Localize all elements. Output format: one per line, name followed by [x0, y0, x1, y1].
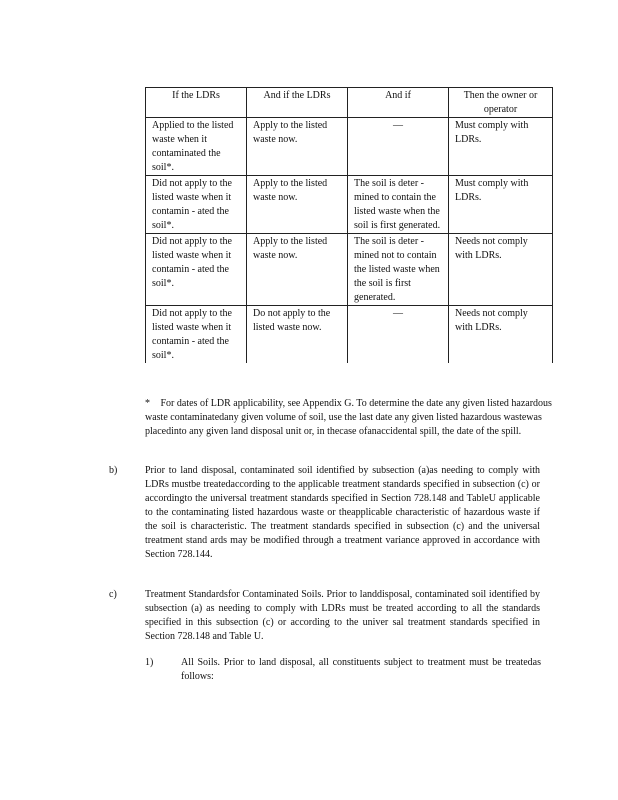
table-row — [146, 176, 553, 234]
table-cell: — — [348, 118, 449, 176]
table-cell: Did not apply to the listed waste when it contamin - ated the soil*. — [146, 176, 247, 234]
footnote-text: For dates of LDR applicability, see Appendix G. To determine the date any given listed hazardous waste contaminatedany given volume of soil, use the last date any given listed hazardous wastewas placedinto any given land disposal unit or, in thecase ofanaccidental spill, the date of the spill. — [145, 398, 552, 437]
table-cell: The soil is deter - mined to contain the listed waste when the soil is first generated. — [348, 176, 449, 234]
footnote-marker: * — [145, 398, 150, 409]
table-row — [146, 306, 553, 364]
table-header-row — [146, 88, 553, 118]
paragraph-c-label: c) — [109, 589, 117, 600]
table-cell: Apply to the listed waste now. — [247, 118, 348, 176]
table-cell: Did not apply to the listed waste when it contamin - ated the soil*. — [146, 306, 247, 364]
header-and-if-ldrs: And if the LDRs — [247, 88, 348, 118]
table-footnote — [145, 397, 555, 439]
ldr-applicability-table — [145, 87, 553, 363]
table-cell: Apply to the listed waste now. — [247, 176, 348, 234]
table-cell: Needs not comply with LDRs. — [449, 306, 553, 364]
header-and-if: And if — [348, 88, 449, 118]
header-then-owner: Then the owner or operator — [449, 88, 553, 118]
paragraph-b-text: Prior to land disposal, contaminated soil identified by subsection (a)as needing to comply with LDRs mustbe treatedaccording to the applicable treatment standards specified in subsection (c) or accordingto the universal treatment standards specified in Section 728.148 and TableU applicable to the contaminating listed hazardous waste or theapplicable characteristic of hazardous waste if the soil is characteristic. The treatment standards specified in subsection (c) and the universal treatment stand ards may be modified through a treatment variance approved in accordance with Section 728.144. — [145, 465, 540, 560]
table-row — [146, 234, 553, 306]
table-cell: The soil is deter - mined not to contain the listed waste when the soil is first generated. — [348, 234, 449, 306]
table-cell: Needs not comply with LDRs. — [449, 234, 553, 306]
table-cell: Do not apply to the listed waste now. — [247, 306, 348, 364]
table-cell: Must comply with LDRs. — [449, 176, 553, 234]
paragraph-c1-label: 1) — [145, 657, 154, 668]
table-cell: Applied to the listed waste when it contaminated the soil*. — [146, 118, 247, 176]
paragraph-b-label: b) — [109, 465, 118, 476]
paragraph-c1-text: All Soils. Prior to land disposal, all constituents subject to treatment must be treatedas follows: — [181, 657, 541, 682]
header-if-ldrs: If the LDRs — [146, 88, 247, 118]
table-row — [146, 118, 553, 176]
table-cell: Apply to the listed waste now. — [247, 234, 348, 306]
paragraph-c-text: Treatment Standardsfor Contaminated Soils. Prior to landdisposal, contaminated soil identified by subsection (a) as needing to comply with LDRs must be treated according to all the standards specified in this subsection (c) or according to the univer sal treatment standards specified in Section 728.148 and Table U. — [145, 589, 540, 642]
table-cell: Must comply with LDRs. — [449, 118, 553, 176]
table-cell: Did not apply to the listed waste when it contamin - ated the soil*. — [146, 234, 247, 306]
table-cell: — — [348, 306, 449, 364]
